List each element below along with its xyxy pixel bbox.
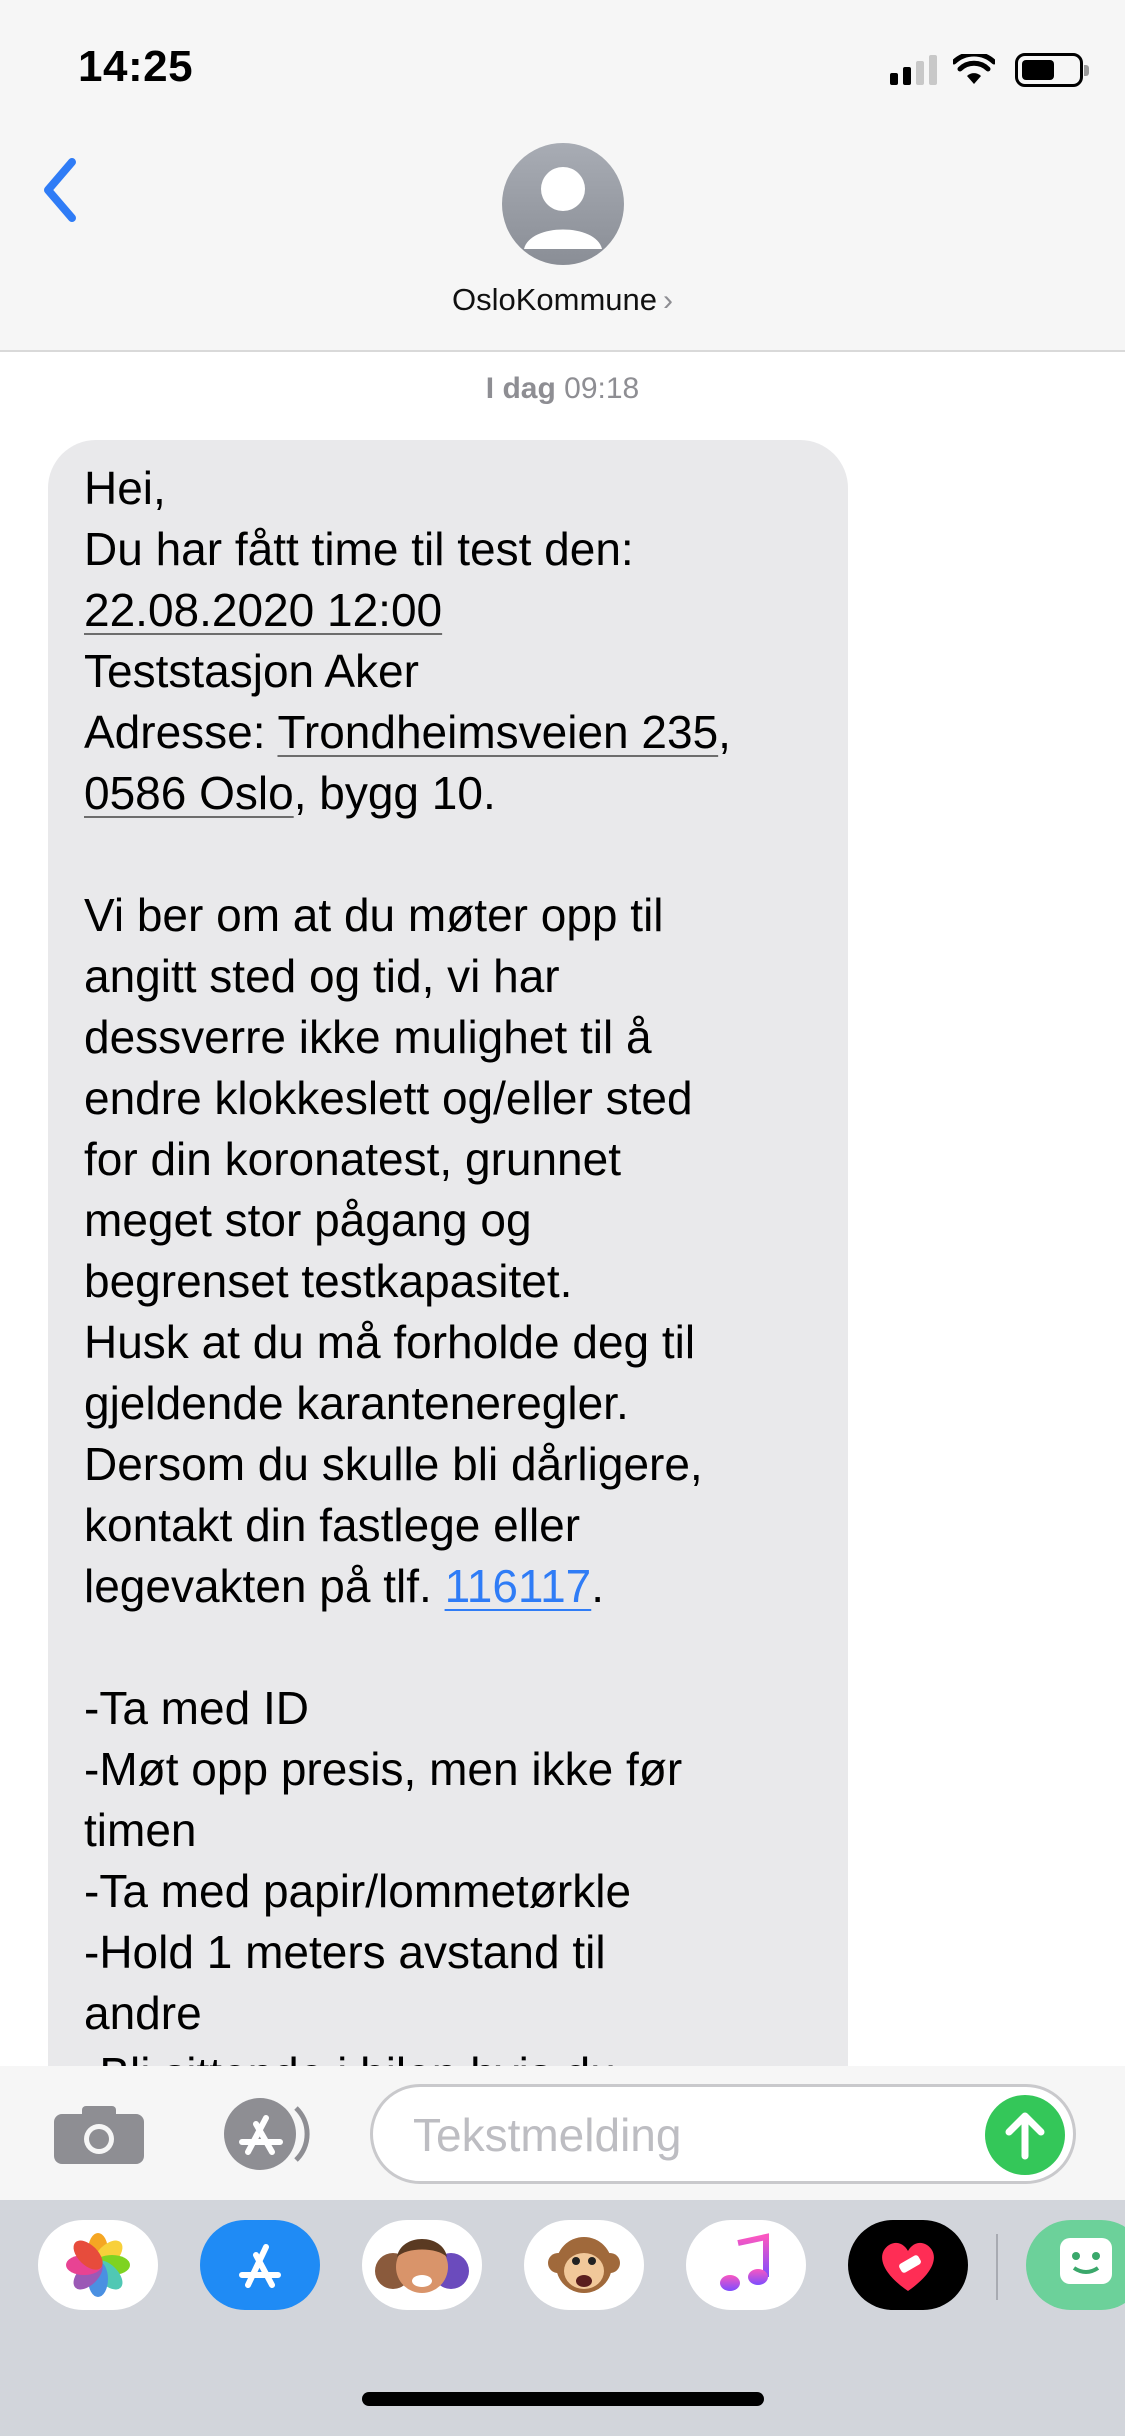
contact-name-label: OsloKommune xyxy=(451,282,658,317)
music-app-icon[interactable] xyxy=(686,2220,806,2310)
message-line: angitt sted og tid, vi har xyxy=(84,950,560,1002)
message-line: andre xyxy=(84,1987,202,2039)
message-timestamp xyxy=(0,372,1125,406)
contact-avatar[interactable] xyxy=(502,143,624,265)
sticker-face-icon xyxy=(1046,2230,1125,2300)
camera-icon xyxy=(52,2102,146,2166)
message-line: -Ta med papir/lommetørkle xyxy=(84,1865,632,1917)
app-store-icon xyxy=(208,2094,318,2174)
timestamp-day: I dag xyxy=(485,372,556,405)
app-store-app-icon[interactable] xyxy=(200,2220,320,2310)
drawer-divider xyxy=(996,2234,998,2300)
address-comma: , xyxy=(718,706,731,758)
message-line: Husk at du må forholde deg til xyxy=(84,1316,696,1368)
message-line: legevakten på tlf. xyxy=(84,1560,445,1612)
appointment-datetime-link[interactable]: 22.08.2020 12:00 xyxy=(84,584,443,636)
message-line: kontakt din fastlege eller xyxy=(84,1499,581,1551)
wifi-icon xyxy=(953,54,995,86)
timestamp-time: 09:18 xyxy=(564,372,640,405)
app-store-glyph-icon xyxy=(228,2233,292,2297)
photos-app-icon[interactable] xyxy=(38,2220,158,2310)
music-note-icon xyxy=(716,2233,776,2297)
message-line: begrenset testkapasitet. xyxy=(84,1255,573,1307)
message-input-bar xyxy=(0,2066,1125,2200)
chevron-right-icon: › xyxy=(663,284,674,317)
address-label: Adresse: xyxy=(84,706,278,758)
message-line: gjeldende karanteneregler. xyxy=(84,1377,629,1429)
message-text-field[interactable] xyxy=(370,2084,1076,2184)
camera-button[interactable] xyxy=(52,2102,146,2166)
message-input[interactable] xyxy=(413,2105,953,2165)
heart-icon xyxy=(873,2235,943,2295)
back-button[interactable] xyxy=(30,150,90,230)
status-time: 14:25 xyxy=(78,42,194,91)
memoji-app-icon[interactable] xyxy=(362,2220,482,2310)
message-line: -Møt opp presis, men ikke før xyxy=(84,1743,683,1795)
message-line: dessverre ikke mulighet til å xyxy=(84,1011,652,1063)
message-line: Teststasjon Aker xyxy=(84,645,419,697)
address-link[interactable]: Trondheimsveien 235 xyxy=(277,706,719,758)
heart-stickers-icon[interactable] xyxy=(848,2220,968,2310)
address-link-city[interactable]: 0586 Oslo xyxy=(84,767,294,819)
chevron-left-icon xyxy=(40,158,80,222)
contact-name[interactable] xyxy=(0,282,1125,318)
conversation-header xyxy=(0,0,1125,352)
message-line: Hei, xyxy=(84,462,166,514)
memoji-faces-icon xyxy=(367,2225,477,2305)
message-line: timen xyxy=(84,1804,197,1856)
battery-icon xyxy=(1015,53,1083,87)
person-silhouette-icon xyxy=(502,143,624,265)
monkey-face-icon xyxy=(544,2225,624,2305)
message-line: -Hold 1 meters avstand til xyxy=(84,1926,606,1978)
address-rest: , bygg 10. xyxy=(293,767,496,819)
photos-flower-icon xyxy=(63,2230,133,2300)
message-line: Du har fått time til test den: xyxy=(84,523,634,575)
more-stickers-icon[interactable] xyxy=(1026,2220,1125,2310)
arrow-up-icon xyxy=(1003,2110,1047,2160)
incoming-message-bubble[interactable] xyxy=(48,440,848,2130)
phone-number-link[interactable]: 116117 xyxy=(444,1560,592,1612)
animoji-monkey-icon[interactable] xyxy=(524,2220,644,2310)
message-text xyxy=(84,458,824,2105)
message-line: meget stor pågang og xyxy=(84,1194,532,1246)
message-line: for din koronatest, grunnet xyxy=(84,1133,621,1185)
send-button[interactable] xyxy=(985,2095,1065,2175)
message-line: Vi ber om at du møter opp til xyxy=(84,889,664,941)
app-store-button[interactable] xyxy=(208,2094,318,2174)
message-line: endre klokkeslett og/eller sted xyxy=(84,1072,693,1124)
period: . xyxy=(591,1560,605,1612)
cellular-signal-icon xyxy=(890,55,937,85)
home-indicator[interactable] xyxy=(362,2392,764,2406)
status-icons xyxy=(890,50,1083,90)
message-line: -Ta med ID xyxy=(84,1682,309,1734)
message-line: Dersom du skulle bli dårligere, xyxy=(84,1438,703,1490)
